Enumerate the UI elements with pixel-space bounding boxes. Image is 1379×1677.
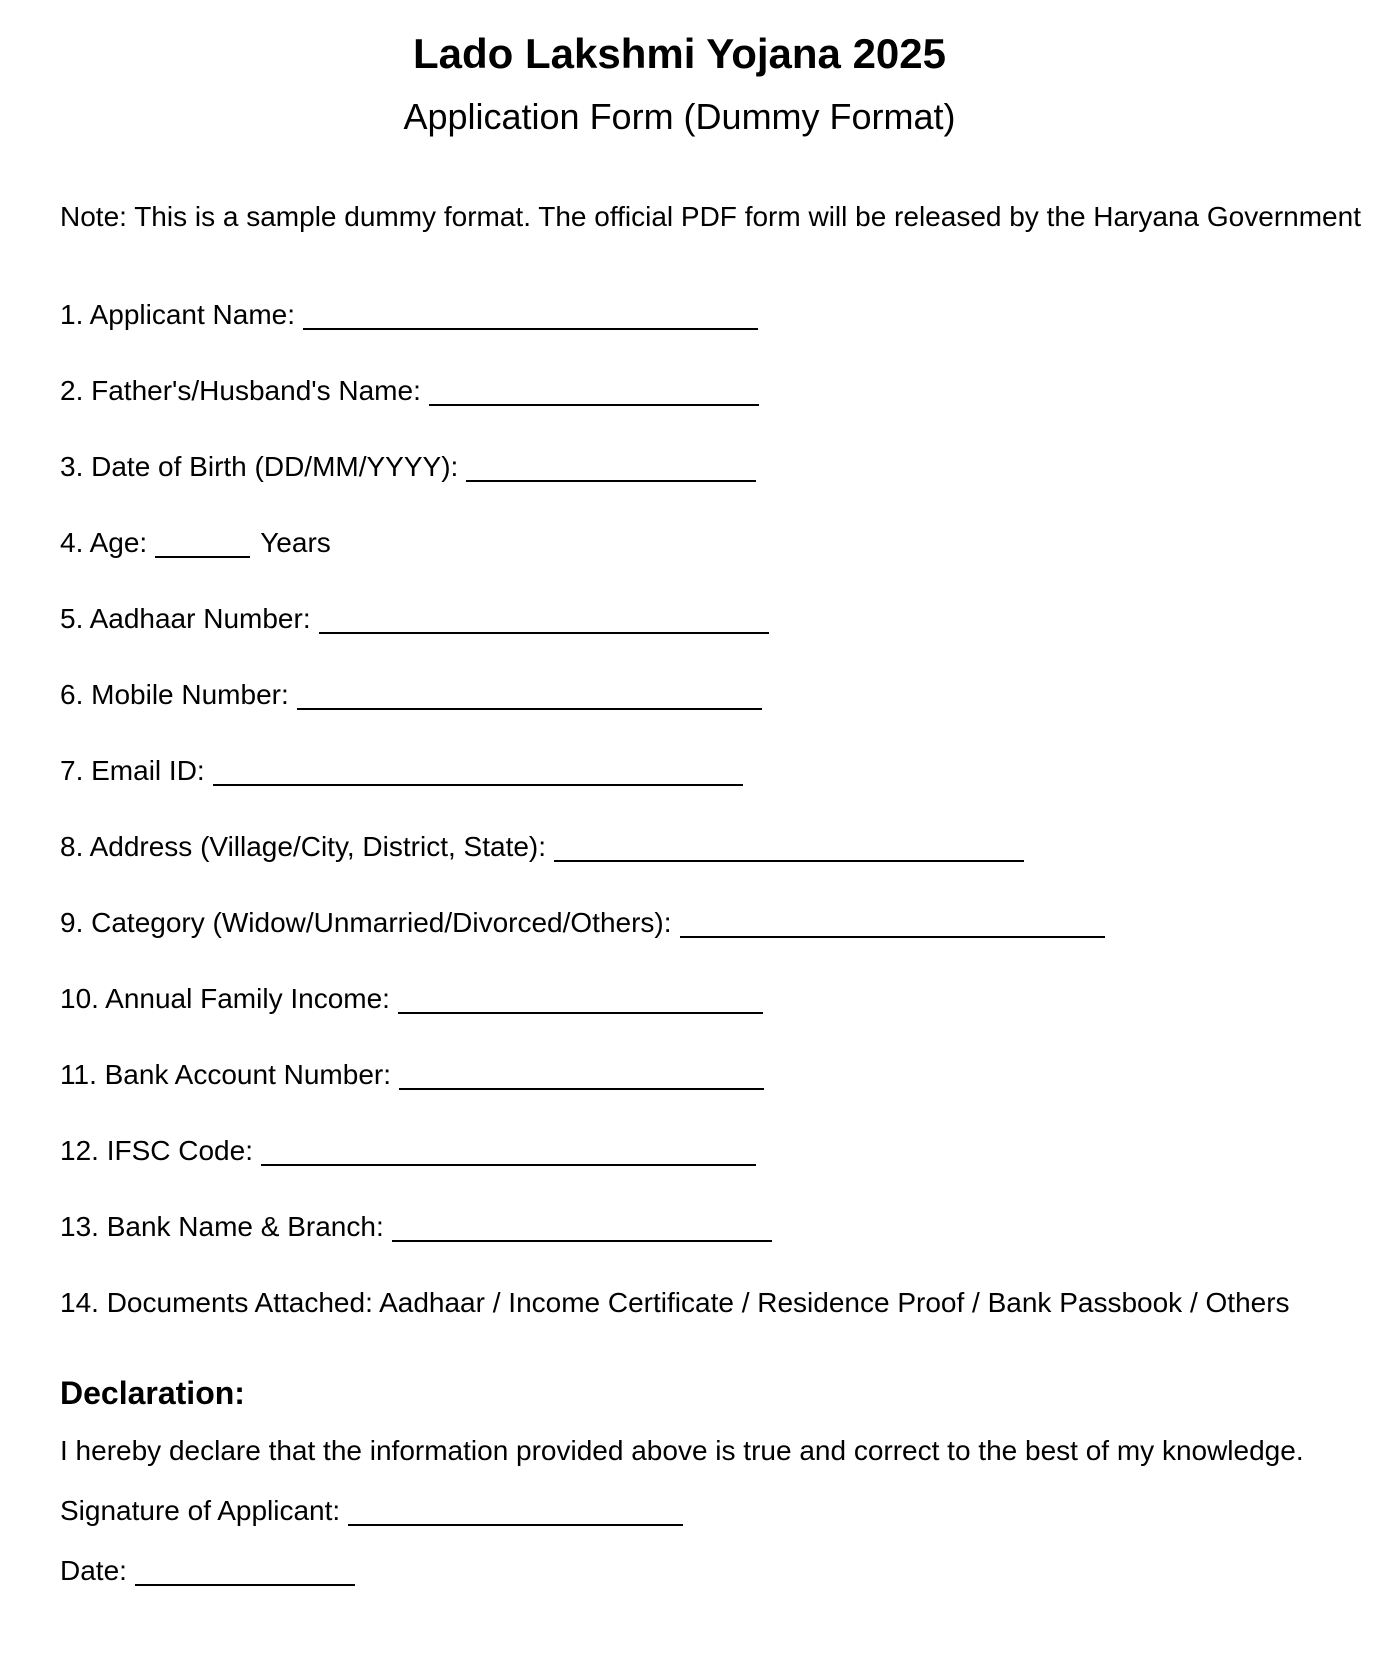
field-label: 6. Mobile Number: — [60, 679, 289, 710]
form-field-row — [60, 298, 1299, 332]
field-label: 3. Date of Birth (DD/MM/YYYY): — [60, 451, 459, 482]
field-blank-line — [466, 452, 756, 482]
field-label: 11. Bank Account Number: — [60, 1059, 391, 1090]
field-blank-line — [297, 680, 762, 710]
form-field-row — [60, 450, 1299, 484]
page-title: Lado Lakshmi Yojana 2025 — [413, 30, 946, 77]
field-label: 8. Address (Village/City, District, State): — [60, 831, 547, 862]
form-field-row — [60, 526, 1299, 560]
field-blank-line — [399, 1060, 764, 1090]
field-blank-line — [213, 756, 743, 786]
date-label: Date: — [60, 1555, 127, 1586]
form-field-row — [60, 1210, 1299, 1244]
field-label: 1. Applicant Name: — [60, 299, 296, 330]
field-label: 10. Annual Family Income: — [60, 983, 390, 1014]
field-label: 14. Documents Attached: Aadhaar / Income Certificate / Residence Proof / Bank Passbook / Others — [60, 1287, 1290, 1318]
form-field-row — [60, 906, 1299, 940]
field-blank-line — [554, 832, 1024, 862]
date-row — [60, 1554, 1299, 1588]
note-text: Note: This is a sample dummy format. The official PDF form will be released by the Haryana Government — [60, 201, 1361, 232]
field-label: 9. Category (Widow/Unmarried/Divorced/Others): — [60, 907, 672, 938]
field-label: 7. Email ID: — [60, 755, 205, 786]
field-blank-line — [319, 604, 769, 634]
signature-label: Signature of Applicant: — [60, 1495, 341, 1526]
declaration-heading: Declaration: — [60, 1375, 245, 1411]
field-label: 13. Bank Name & Branch: — [60, 1211, 384, 1242]
form-fields — [60, 298, 1299, 1320]
form-field-row — [60, 1058, 1299, 1092]
field-blank-line — [398, 984, 763, 1014]
form-field-row — [60, 1134, 1299, 1168]
form-field-row — [60, 1286, 1299, 1320]
field-label: 2. Father's/Husband's Name: — [60, 375, 421, 406]
form-field-row — [60, 602, 1299, 636]
field-blank-line — [680, 908, 1105, 938]
date-blank-line — [135, 1556, 355, 1586]
field-blank-line — [303, 300, 758, 330]
field-blank-line — [261, 1136, 756, 1166]
field-blank-line — [392, 1212, 772, 1242]
field-label: 12. IFSC Code: — [60, 1135, 253, 1166]
field-blank-line — [429, 376, 759, 406]
page-subtitle: Application Form (Dummy Format) — [403, 96, 956, 137]
field-label: 5. Aadhaar Number: — [60, 603, 311, 634]
field-label: 4. Age: — [60, 527, 148, 558]
declaration-text: I hereby declare that the information provided above is true and correct to the best of my knowledge. — [60, 1435, 1304, 1466]
signature-blank-line — [348, 1496, 683, 1526]
form-field-row — [60, 754, 1299, 788]
field-blank-line — [155, 528, 250, 558]
field-suffix: Years — [260, 527, 331, 558]
signature-row — [60, 1494, 1299, 1528]
form-field-row — [60, 678, 1299, 712]
form-field-row — [60, 982, 1299, 1016]
declaration-section — [60, 1374, 1304, 1588]
form-field-row — [60, 830, 1299, 864]
form-field-row — [60, 374, 1299, 408]
